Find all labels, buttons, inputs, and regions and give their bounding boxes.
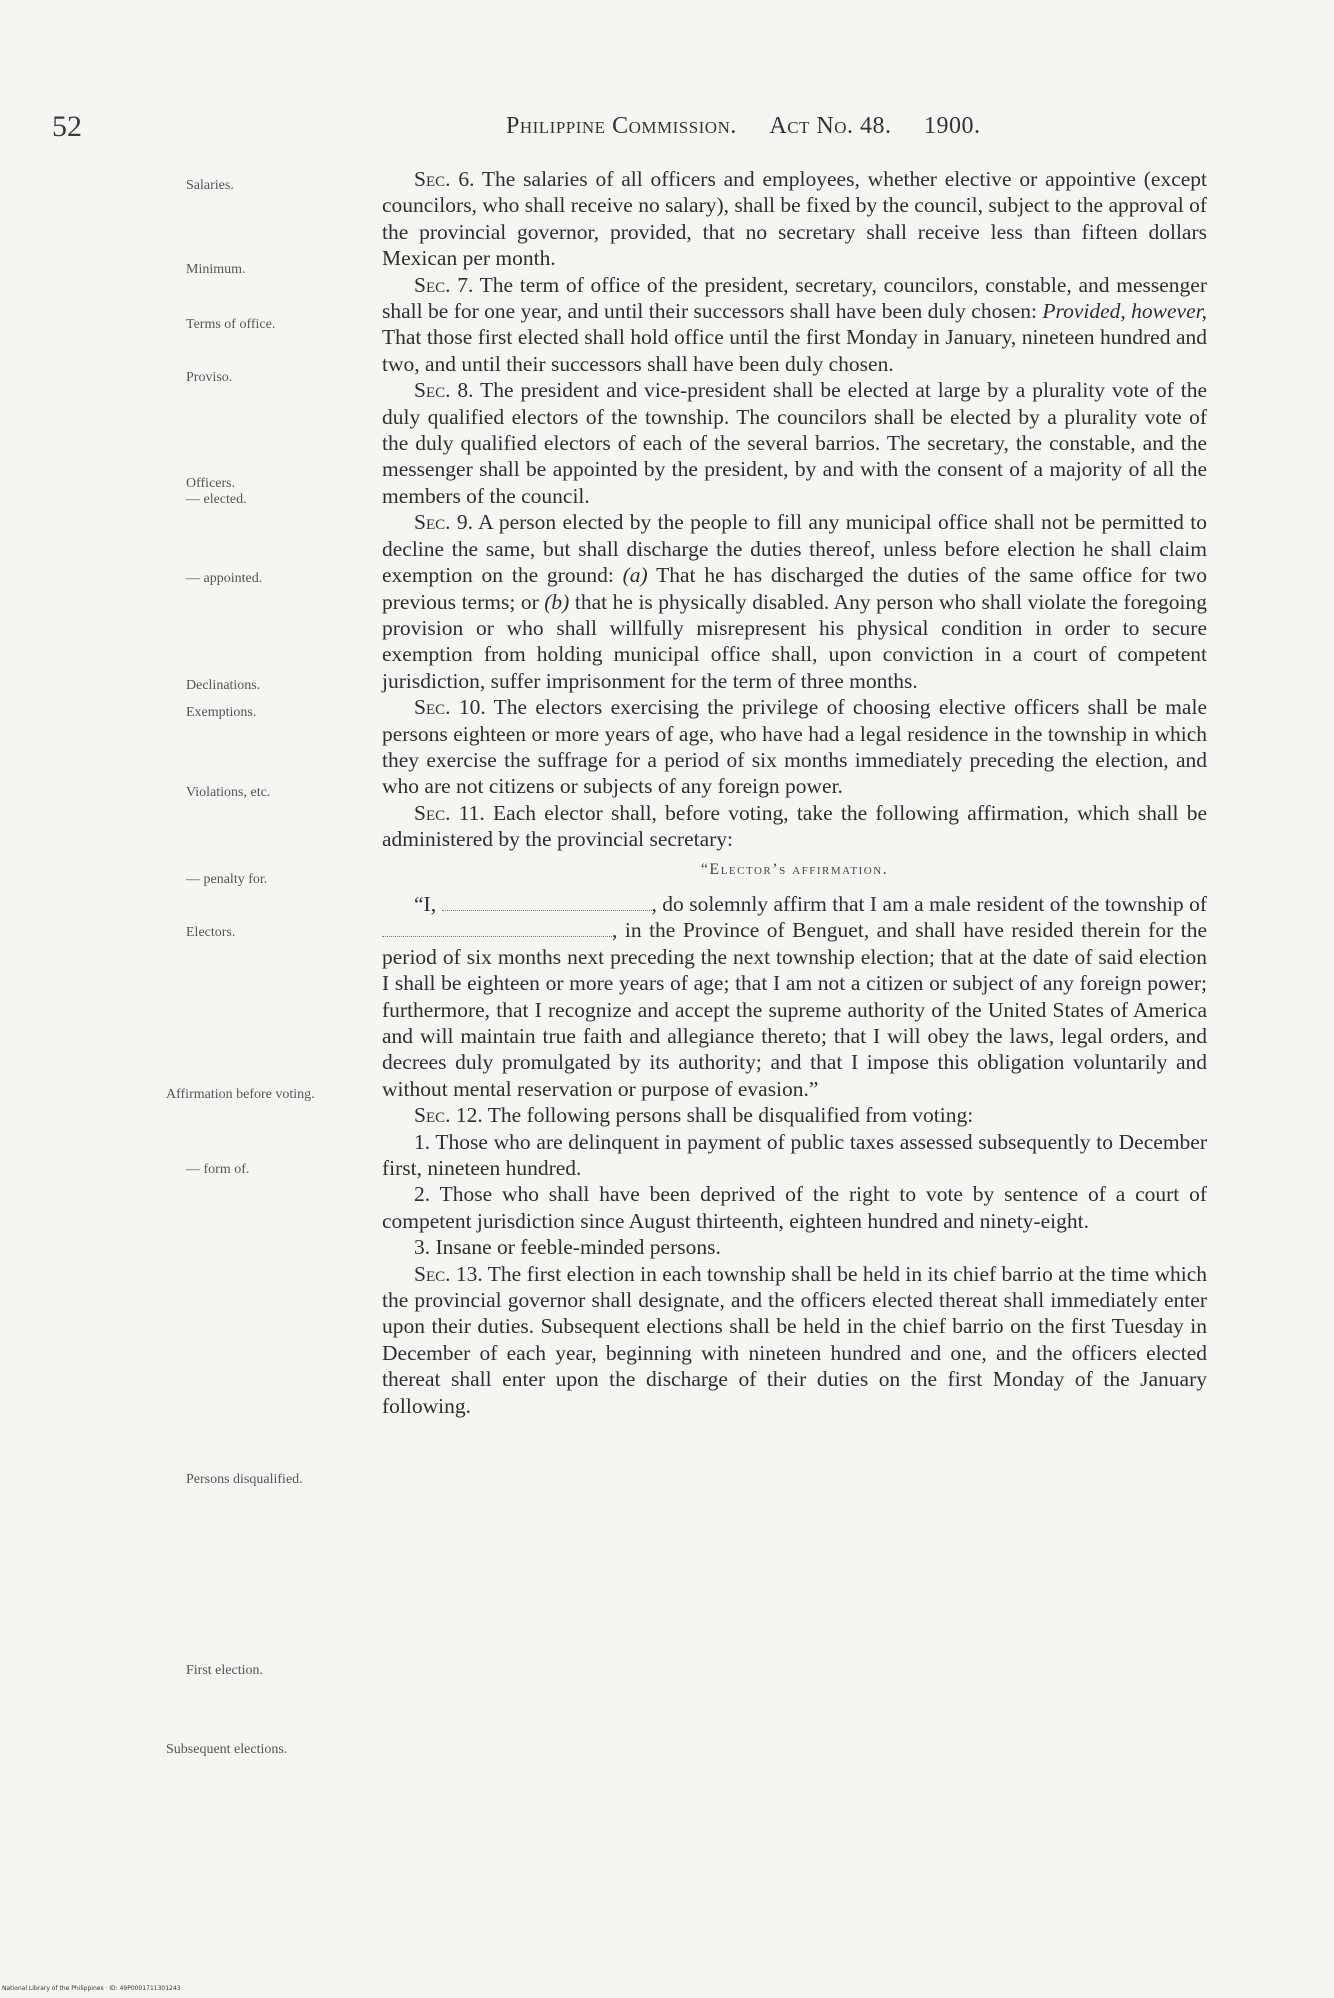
note-terms-of-office: Terms of office. — [186, 317, 276, 332]
note-minimum: Minimum. — [186, 262, 246, 277]
note-appointed: — appointed. — [186, 571, 263, 586]
section-label: Sec. 8. — [414, 378, 474, 403]
section-text: Each elector shall, before voting, take the following affirmation, which shall be administered by the provincial secretary: — [382, 800, 1208, 852]
clause-b: (b) — [544, 589, 570, 614]
list-item: 2. Those who shall have been deprived of the right to vote by sentence of a court of competent jurisdiction since August thirteenth, eighteen hundred and ninety-eight. — [382, 1182, 1207, 1233]
note-persons-disqualified: Persons disqualified. — [186, 1472, 303, 1487]
section-label: Sec. 9. — [414, 510, 473, 535]
footer-credit: National Library of the Philippines · ID: 49P0001711301243 — [2, 1985, 181, 1992]
section-text: The following persons shall be disqualified from voting: — [487, 1103, 974, 1128]
section-label: Sec. 12. — [414, 1103, 483, 1128]
township-blank — [382, 936, 612, 937]
section-6 — [382, 166, 1207, 272]
affirmation-text — [382, 891, 1207, 1102]
note-subsequent-elections: Subsequent elections. — [166, 1742, 288, 1757]
clause-a: (a) — [622, 563, 648, 588]
section-text: A person elected by the people to fill any municipal office shall not be permitted to decline the same, but shall discharge the duties thereof, unless before election he shall claim exemption on the ground: — [382, 510, 1208, 588]
running-title: Philippine Commission. — [506, 113, 737, 139]
section-label: Sec. 11. — [414, 800, 485, 825]
note-penalty: — penalty for. — [186, 872, 268, 887]
section-text: that he is physically disabled. Any person who shall violate the foregoing provision or who shall willfully misrepresent his physical condition in order to secure exemption from holding municipal office shall, upon conviction in a court of competent jurisdiction, suffer imprisonment for the term of three months. — [382, 589, 1208, 693]
list-item: 3. Insane or feeble-minded persons. — [414, 1235, 721, 1260]
page-number: 52 — [52, 110, 82, 143]
note-proviso: Proviso. — [186, 370, 233, 385]
note-affirmation-before-voting: Affirmation before voting. — [166, 1087, 315, 1102]
note-declinations: Declinations. — [186, 678, 261, 693]
section-label: Sec. 13. — [414, 1261, 483, 1286]
section-12 — [382, 1102, 1207, 1128]
affirmation-open: “I, — [414, 891, 437, 916]
section-text: The term of office of the president, secretary, councilors, constable, and messenger shall be for one year, and until their successors shall have been duly chosen: — [382, 272, 1207, 324]
note-violations: Violations, etc. — [186, 785, 271, 800]
section-9 — [382, 509, 1207, 694]
section-label: Sec. 7. — [414, 272, 474, 297]
section-text: That he has discharged the duties of the same office for two previous terms; or — [382, 563, 1208, 614]
note-officers: Officers. — [186, 476, 236, 491]
act-year: 1900. — [924, 113, 981, 139]
name-blank — [442, 910, 652, 911]
section-11 — [382, 800, 1207, 853]
affirmation-body: , in the Province of Benguet, and shall have resided therein for the period of six months next preceding the next township election; that at the date of said election I shall be eighteen or more years of age; that I am not a citizen or subject of any foreign power; furthermore, that I recognize and accept the supreme authority of the United States of America and will maintain true faith and allegiance thereto; that I will obey the laws, legal orders, and decrees duly promulgated by its authority; and that I impose this obligation voluntarily and without mental reservation or purpose of evasion.” — [382, 918, 1207, 1101]
note-first-election: First election. — [186, 1663, 263, 1678]
section-text: The electors exercising the privilege of choosing elective officers shall be male persons eighteen or more years of age, who have had a legal residence in the township in which they exercise the suffrage for a period of six months immediately preceding the election, and who are not citizens or subjects of any foreign power. — [382, 695, 1207, 799]
proviso-phrase: Provided, however, — [1042, 299, 1208, 324]
section-13 — [382, 1261, 1207, 1419]
section-text: The salaries of all officers and employees, whether elective or appointive (except councilors, who shall receive no salary), shall be fixed by the council, subject to the approval of the provincial governor, provided, that no secretary shall receive less than fifteen dollars Mexican per month. — [382, 167, 1208, 271]
note-elected: — elected. — [186, 492, 247, 507]
running-head — [506, 113, 981, 140]
section-label: Sec. 10. — [414, 695, 486, 720]
note-electors: Electors. — [186, 925, 236, 940]
section-text: The first election in each township shall be held in its chief barrio at the time which the provincial governor shall designate, and the officers elected thereat shall immediately enter upon their duties. Subsequent elections shall be held in the chief barrio on the first Tuesday in December of each year, beginning with nineteen hundred and one, and the officers elected thereat shall enter upon the discharge of their duties on the first Monday of the January following. — [382, 1261, 1208, 1418]
section-text: That those first elected shall hold office until the first Monday in January, nineteen hundred and two, and until their successors shall have been duly chosen. — [382, 325, 1207, 376]
section-8 — [382, 377, 1207, 509]
note-form-of: — form of. — [186, 1162, 250, 1177]
section-text: The president and vice-president shall be elected at large by a plurality vote of the duly qualified electors of the township. The councilors shall be elected by a plurality vote of the duly qualified electors of each of the several barrios. The secretary, the constable, and the messenger shall be appointed by the president, by and with the consent of a majority of all the members of the council. — [382, 378, 1207, 508]
list-item: 1. Those who are delinquent in payment of public taxes assessed subsequently to December first, nineteen hundred. — [382, 1129, 1207, 1181]
note-salaries: Salaries. — [186, 178, 234, 193]
section-label: Sec. 6. — [414, 167, 475, 191]
body-text — [382, 166, 1207, 1419]
note-exemptions: Exemptions. — [186, 705, 257, 720]
affirmation-body: , do solemnly affirm that I am a male resident of the township of — [651, 891, 1207, 916]
act-number: Act No. 48. — [769, 113, 892, 139]
section-7 — [382, 272, 1207, 378]
affirmation-heading: “Elector’s affirmation. — [700, 860, 889, 878]
section-10 — [382, 694, 1207, 800]
